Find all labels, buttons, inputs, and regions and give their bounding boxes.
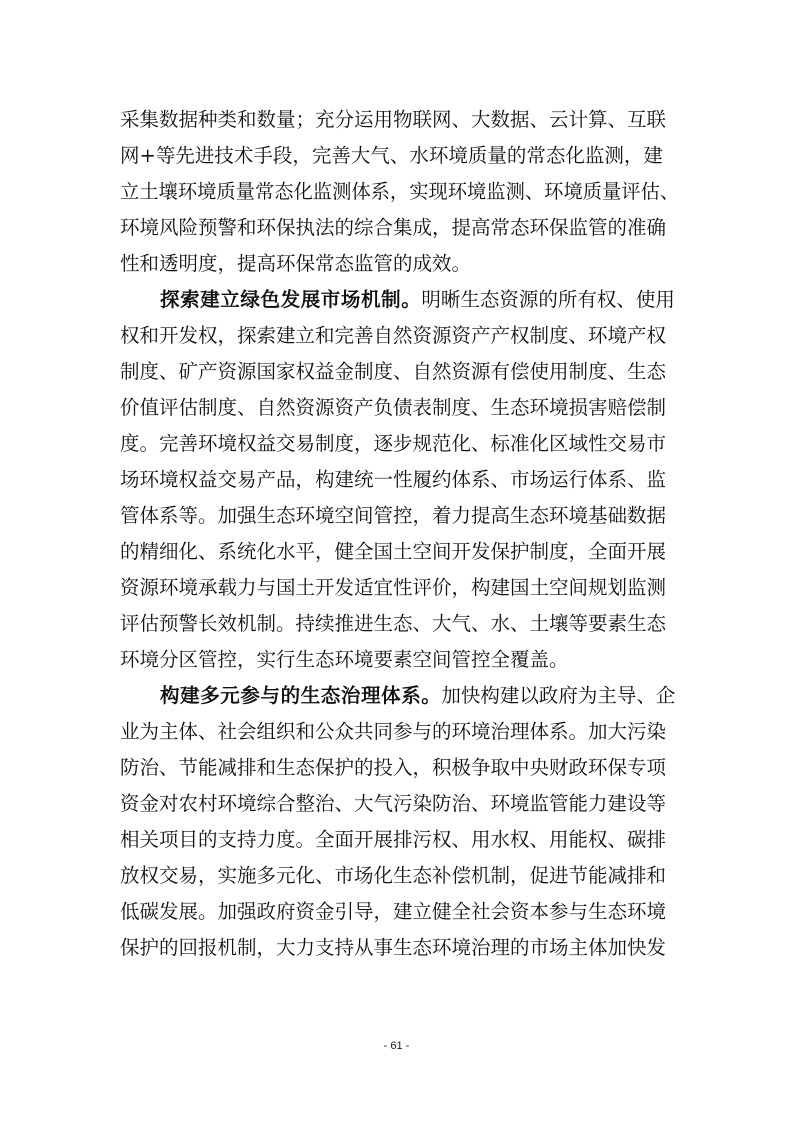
body-text: 明晰生态资源的所有权、使用 — [421, 288, 675, 311]
body-text-line: 管体系等。加强生态环境空间管控，着力提高生态环境基础数据 — [120, 504, 667, 527]
body-text-line: 防治、节能减排和生态保护的投入，积极争取中央财政环保专项 — [120, 756, 667, 779]
paragraph-first-line — [160, 284, 680, 316]
body-text-line: 价值评估制度、自然资源资产负债表制度、生态环境损害赔偿制 — [120, 396, 667, 419]
body-text-line: 低碳发展。加强政府资金引导，建立健全社会资本参与生态环境 — [120, 900, 667, 923]
page-number: - 61 - — [383, 1040, 410, 1052]
body-text-line: 权和开发权，探索建立和完善自然资源资产产权制度、环境产权 — [120, 324, 667, 347]
body-text-line: 场环境权益交易产品，构建统一性履约体系、市场运行体系、监 — [120, 468, 667, 491]
body-text-line: 放权交易，实施多元化、市场化生态补偿机制，促进节能减排和 — [120, 864, 667, 887]
body-text-line: 立土壤环境质量常态化监测体系，实现环境监测、环境质量评估、 — [120, 180, 680, 203]
body-text-line: 相关项目的支持力度。全面开展排污权、用水权、用能权、碳排 — [120, 828, 667, 851]
body-text-line: 环境风险预警和环保执法的综合集成，提高常态环保监管的准确 — [120, 216, 667, 239]
body-text-line: 资源环境承载力与国土开发适宜性评价，构建国土空间规划监测 — [120, 576, 667, 599]
body-text-line: 资金对农村环境综合整治、大气污染防治、环境监管能力建设等 — [120, 792, 667, 815]
body-text-line: 性和透明度，提高环保常态监管的成效。 — [120, 252, 472, 275]
body-text-line: 采集数据种类和数量；充分运用物联网、大数据、云计算、互联 — [120, 108, 667, 131]
body-text-line: 保护的回报机制，大力支持从事生态环境治理的市场主体加快发 — [120, 936, 667, 959]
paragraph-first-line — [160, 680, 680, 712]
body-text-line: 度。完善环境权益交易制度，逐步规范化、标准化区域性交易市 — [120, 432, 667, 455]
body-text-line: 的精细化、系统化水平，健全国土空间开发保护制度，全面开展 — [120, 540, 667, 563]
body-text-line: 业为主体、社会组织和公众共同参与的环境治理体系。加大污染 — [120, 720, 667, 743]
body-text-line: 网+等先进技术手段，完善大气、水环境质量的常态化监测，建 — [120, 144, 663, 167]
paragraph-heading: 构建多元参与的生态治理体系。 — [160, 684, 442, 707]
body-text-line: 评估预警长效机制。持续推进生态、大气、水、土壤等要素生态 — [120, 612, 667, 635]
body-text-line: 制度、矿产资源国家权益金制度、自然资源有偿使用制度、生态 — [120, 360, 667, 383]
body-text: 加快构建以政府为主导、企 — [441, 684, 676, 707]
paragraph-heading: 探索建立绿色发展市场机制。 — [160, 288, 422, 311]
body-text-line: 环境分区管控，实行生态环境要素空间管控全覆盖。 — [120, 648, 569, 671]
